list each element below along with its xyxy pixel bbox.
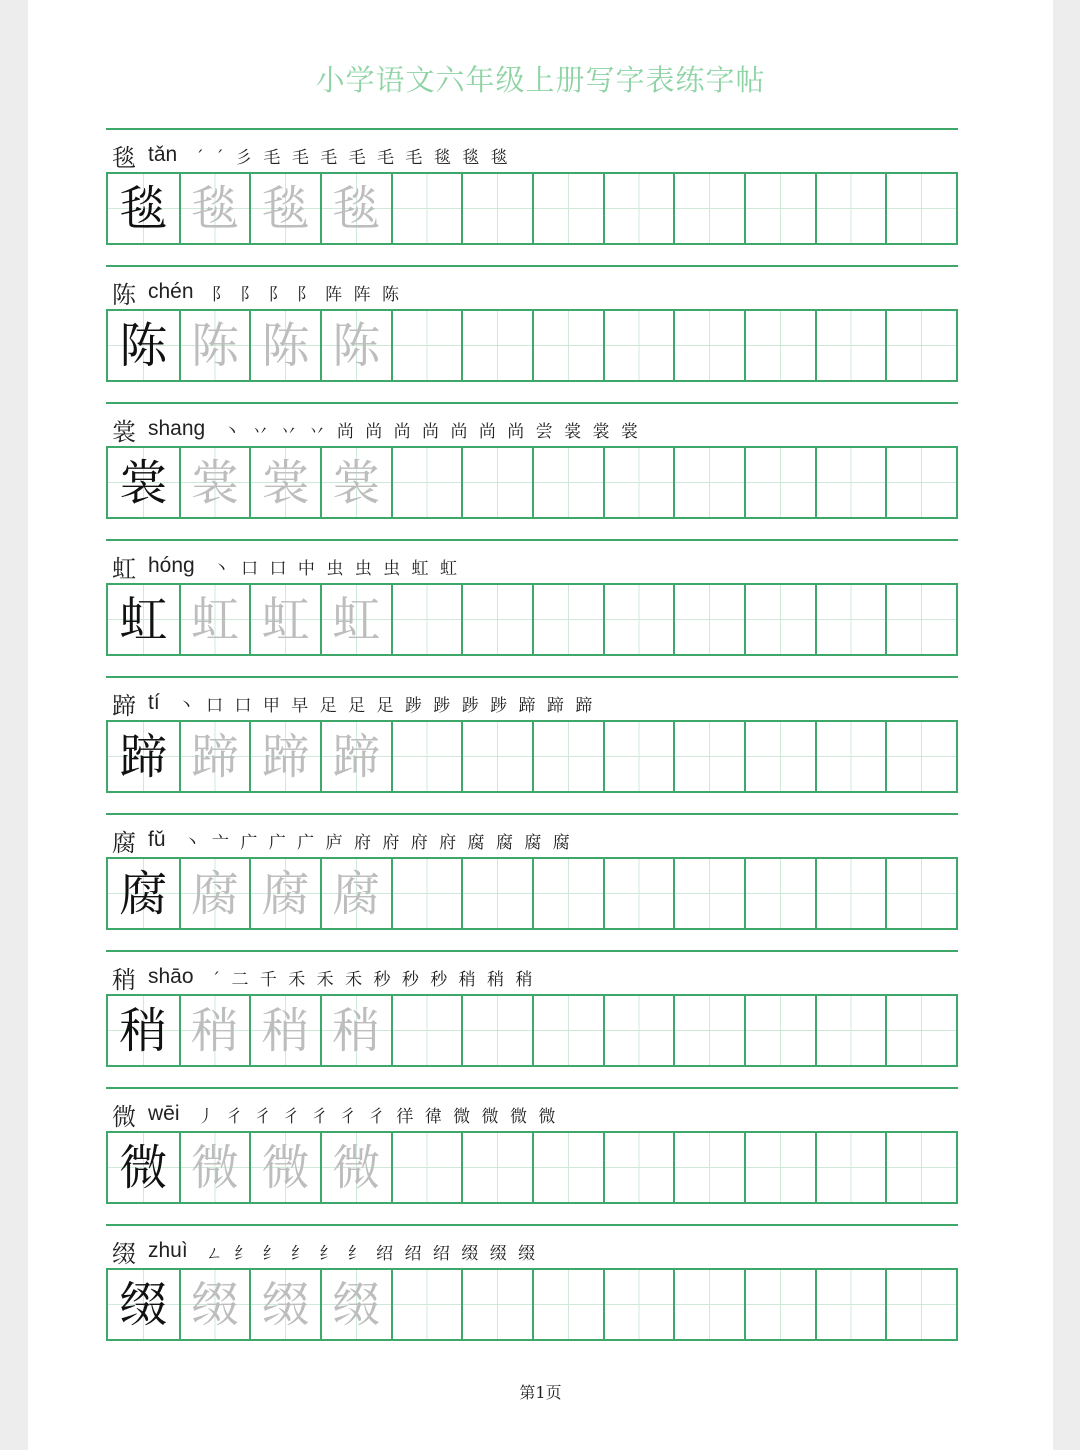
character-header (112, 275, 402, 309)
header-character: 微 (112, 1102, 136, 1131)
blank-practice-cell[interactable] (532, 859, 603, 928)
trace-cell (320, 996, 391, 1065)
practice-block (106, 1087, 958, 1224)
page-title: 小学语文六年级上册写字表练字帖 (315, 63, 766, 97)
block-divider (106, 128, 958, 130)
blank-practice-cell[interactable] (532, 174, 603, 243)
trace-cell (249, 996, 320, 1065)
trace-cell (179, 448, 250, 517)
blank-practice-cell[interactable] (391, 174, 462, 243)
blank-practice-cell[interactable] (815, 448, 886, 517)
practice-block (106, 402, 958, 539)
practice-block (106, 265, 958, 402)
blank-practice-cell[interactable] (885, 722, 956, 791)
blank-practice-cell[interactable] (673, 722, 744, 791)
character-header (112, 960, 536, 994)
blank-practice-cell[interactable] (461, 311, 532, 380)
character-header (112, 138, 511, 172)
blank-practice-cell[interactable] (603, 1270, 674, 1339)
blank-practice-cell[interactable] (461, 722, 532, 791)
model-cell (108, 1133, 179, 1202)
blank-practice-cell[interactable] (391, 448, 462, 517)
writing-grid (106, 720, 958, 793)
practice-block (106, 950, 958, 1087)
blank-practice-cell[interactable] (603, 996, 674, 1065)
blank-practice-cell[interactable] (885, 859, 956, 928)
trace-character: 微 (332, 1139, 381, 1196)
block-divider (106, 539, 958, 541)
stroke-order: ㄥ 纟 纟 纟 纟 纟 绍 绍 绍 缀 缀 缀 (205, 1243, 539, 1264)
blank-practice-cell[interactable] (815, 311, 886, 380)
trace-cell (320, 1133, 391, 1202)
header-character: 毯 (112, 143, 136, 172)
character-header (112, 1097, 558, 1131)
pinyin: shang (148, 417, 206, 440)
blank-practice-cell[interactable] (532, 585, 603, 654)
trace-character: 微 (190, 1139, 239, 1196)
block-divider (106, 265, 958, 267)
model-character: 腐 (119, 865, 168, 922)
blank-practice-cell[interactable] (673, 174, 744, 243)
trace-character: 稍 (190, 1002, 239, 1059)
pinyin: fǔ (148, 828, 166, 851)
stroke-order: 丶 口 口 甲 早 足 足 足 踄 踄 踄 踄 蹄 蹄 蹄 (177, 695, 596, 716)
blank-practice-cell[interactable] (461, 859, 532, 928)
model-cell (108, 311, 179, 380)
model-cell (108, 859, 179, 928)
trace-character: 陈 (332, 317, 381, 374)
blank-practice-cell[interactable] (532, 448, 603, 517)
header-character: 裳 (112, 417, 136, 446)
character-header (112, 686, 595, 720)
blank-practice-cell[interactable] (461, 448, 532, 517)
block-divider (106, 1087, 958, 1089)
header-character: 陈 (112, 280, 136, 309)
trace-character: 蹄 (332, 728, 381, 785)
blank-practice-cell[interactable] (461, 1133, 532, 1202)
trace-character: 虹 (332, 591, 381, 648)
blank-practice-cell[interactable] (815, 722, 886, 791)
blank-practice-cell[interactable] (744, 311, 815, 380)
trace-character: 腐 (332, 865, 381, 922)
blank-practice-cell[interactable] (744, 722, 815, 791)
trace-cell (249, 1270, 320, 1339)
model-cell (108, 1270, 179, 1339)
model-character: 虹 (119, 591, 168, 648)
trace-character: 陈 (190, 317, 239, 374)
model-character: 缀 (119, 1276, 168, 1333)
block-divider (106, 402, 958, 404)
writing-grid (106, 172, 958, 245)
character-header (112, 1234, 538, 1268)
stroke-order: 丿 彳 彳 彳 彳 彳 彳 徉 徫 微 微 微 微 (197, 1106, 559, 1127)
stroke-order: 丶 亠 广 广 广 庐 府 府 府 府 腐 腐 腐 腐 (183, 832, 573, 853)
blank-practice-cell[interactable] (885, 448, 956, 517)
page-number: 第1页 (519, 1383, 562, 1402)
blank-practice-cell[interactable] (391, 722, 462, 791)
trace-cell (179, 1270, 250, 1339)
pinyin: zhuì (148, 1239, 188, 1262)
character-header (112, 412, 641, 446)
trace-cell (179, 1133, 250, 1202)
header-character: 腐 (112, 828, 136, 857)
blank-practice-cell[interactable] (461, 996, 532, 1065)
model-character: 裳 (119, 454, 168, 511)
header-character: 缀 (112, 1239, 136, 1268)
blank-practice-cell[interactable] (744, 1133, 815, 1202)
pinyin: wēi (148, 1102, 180, 1125)
blank-practice-cell[interactable] (391, 585, 462, 654)
trace-character: 缀 (332, 1276, 381, 1333)
blank-practice-cell[interactable] (603, 722, 674, 791)
trace-character: 裳 (332, 454, 381, 511)
model-character: 稍 (119, 1002, 168, 1059)
trace-cell (179, 311, 250, 380)
blank-practice-cell[interactable] (815, 585, 886, 654)
blank-practice-cell[interactable] (532, 722, 603, 791)
stroke-order: 阝 阝 阝 阝 阵 阵 陈 (211, 284, 402, 305)
writing-grid (106, 583, 958, 656)
trace-character: 稍 (261, 1002, 310, 1059)
trace-cell (320, 174, 391, 243)
block-divider (106, 950, 958, 952)
stroke-order: 丶 口 口 中 虫 虫 虫 虹 虹 (212, 558, 460, 579)
trace-cell (320, 311, 391, 380)
writing-grid (106, 1268, 958, 1341)
trace-cell (179, 174, 250, 243)
blank-practice-cell[interactable] (744, 448, 815, 517)
model-cell (108, 174, 179, 243)
trace-character: 裳 (190, 454, 239, 511)
blank-practice-cell[interactable] (461, 585, 532, 654)
blank-practice-cell[interactable] (885, 1133, 956, 1202)
block-divider (106, 676, 958, 678)
trace-cell (249, 585, 320, 654)
blank-practice-cell[interactable] (885, 585, 956, 654)
model-cell (108, 585, 179, 654)
blank-practice-cell[interactable] (391, 859, 462, 928)
blank-practice-cell[interactable] (744, 1270, 815, 1339)
header-character: 稍 (112, 965, 136, 994)
blank-practice-cell[interactable] (603, 1133, 674, 1202)
trace-character: 裳 (261, 454, 310, 511)
trace-cell (179, 996, 250, 1065)
worksheet-page (28, 0, 1053, 1450)
header-character: 蹄 (112, 691, 136, 720)
blank-practice-cell[interactable] (673, 1133, 744, 1202)
blank-practice-cell[interactable] (461, 1270, 532, 1339)
trace-character: 虹 (261, 591, 310, 648)
stroke-order: 丶 丷 丷 丷 尚 尚 尚 尚 尚 尚 尚 尝 裳 裳 裳 (223, 421, 641, 442)
trace-cell (320, 1270, 391, 1339)
blank-practice-cell[interactable] (532, 996, 603, 1065)
trace-character: 虹 (190, 591, 239, 648)
model-cell (108, 722, 179, 791)
practice-block (106, 128, 958, 265)
practice-block (106, 813, 958, 950)
trace-character: 缀 (190, 1276, 239, 1333)
trace-cell (320, 722, 391, 791)
blank-practice-cell[interactable] (815, 996, 886, 1065)
trace-character: 微 (261, 1139, 310, 1196)
trace-cell (320, 585, 391, 654)
character-header (112, 549, 460, 583)
trace-character: 缀 (261, 1276, 310, 1333)
trace-cell (179, 722, 250, 791)
trace-cell (249, 174, 320, 243)
blank-practice-cell[interactable] (744, 585, 815, 654)
blank-practice-cell[interactable] (391, 1270, 462, 1339)
model-character: 微 (119, 1139, 168, 1196)
writing-grid (106, 994, 958, 1067)
blank-practice-cell[interactable] (673, 585, 744, 654)
blank-practice-cell[interactable] (815, 174, 886, 243)
pinyin: hóng (148, 554, 195, 577)
blank-practice-cell[interactable] (603, 585, 674, 654)
trace-cell (249, 859, 320, 928)
blank-practice-cell[interactable] (603, 311, 674, 380)
trace-character: 腐 (190, 865, 239, 922)
character-header (112, 823, 573, 857)
blank-practice-cell[interactable] (673, 448, 744, 517)
trace-cell (249, 722, 320, 791)
pinyin: chén (148, 280, 194, 303)
trace-character: 蹄 (190, 728, 239, 785)
blank-practice-cell[interactable] (673, 859, 744, 928)
blank-practice-cell[interactable] (885, 174, 956, 243)
blank-practice-cell[interactable] (532, 1133, 603, 1202)
blank-practice-cell[interactable] (744, 859, 815, 928)
blank-practice-cell[interactable] (673, 1270, 744, 1339)
model-cell (108, 448, 179, 517)
pinyin: shāo (148, 965, 194, 988)
model-character: 陈 (119, 317, 168, 374)
block-divider (106, 813, 958, 815)
model-character: 蹄 (119, 728, 168, 785)
blank-practice-cell[interactable] (532, 1270, 603, 1339)
blank-practice-cell[interactable] (673, 311, 744, 380)
blank-practice-cell[interactable] (461, 174, 532, 243)
trace-cell (249, 448, 320, 517)
trace-character: 毯 (261, 180, 310, 237)
blank-practice-cell[interactable] (885, 1270, 956, 1339)
practice-block (106, 676, 958, 813)
model-character: 毯 (119, 180, 168, 237)
blank-practice-cell[interactable] (815, 859, 886, 928)
trace-cell (320, 859, 391, 928)
trace-character: 毯 (190, 180, 239, 237)
blank-practice-cell[interactable] (391, 1133, 462, 1202)
blank-practice-cell[interactable] (744, 174, 815, 243)
model-cell (108, 996, 179, 1065)
trace-cell (249, 1133, 320, 1202)
blank-practice-cell[interactable] (744, 996, 815, 1065)
blank-practice-cell[interactable] (815, 1133, 886, 1202)
writing-grid (106, 857, 958, 930)
trace-cell (179, 859, 250, 928)
trace-character: 毯 (332, 180, 381, 237)
writing-grid (106, 309, 958, 382)
stroke-order: ˊ 二 千 禾 禾 禾 秒 秒 秒 稍 稍 稍 (211, 969, 536, 990)
stroke-order: ˊ ˊ 彡 毛 毛 毛 毛 毛 毛 毯 毯 毯 (195, 147, 511, 168)
pinyin: tǎn (148, 143, 178, 166)
trace-cell (179, 585, 250, 654)
blank-practice-cell[interactable] (885, 996, 956, 1065)
trace-cell (249, 311, 320, 380)
blank-practice-cell[interactable] (391, 996, 462, 1065)
blank-practice-cell[interactable] (673, 996, 744, 1065)
trace-character: 蹄 (261, 728, 310, 785)
trace-character: 陈 (261, 317, 310, 374)
writing-grid (106, 1131, 958, 1204)
trace-character: 腐 (261, 865, 310, 922)
trace-cell (320, 448, 391, 517)
block-divider (106, 1224, 958, 1226)
blank-practice-cell[interactable] (603, 448, 674, 517)
pinyin: tí (148, 691, 160, 714)
practice-block (106, 539, 958, 676)
header-character: 虹 (112, 554, 136, 583)
blank-practice-cell[interactable] (815, 1270, 886, 1339)
trace-character: 稍 (332, 1002, 381, 1059)
blank-practice-cell[interactable] (391, 311, 462, 380)
practice-block (106, 1224, 958, 1361)
blank-practice-cell[interactable] (885, 311, 956, 380)
blank-practice-cell[interactable] (603, 859, 674, 928)
blank-practice-cell[interactable] (532, 311, 603, 380)
blank-practice-cell[interactable] (603, 174, 674, 243)
writing-grid (106, 446, 958, 519)
